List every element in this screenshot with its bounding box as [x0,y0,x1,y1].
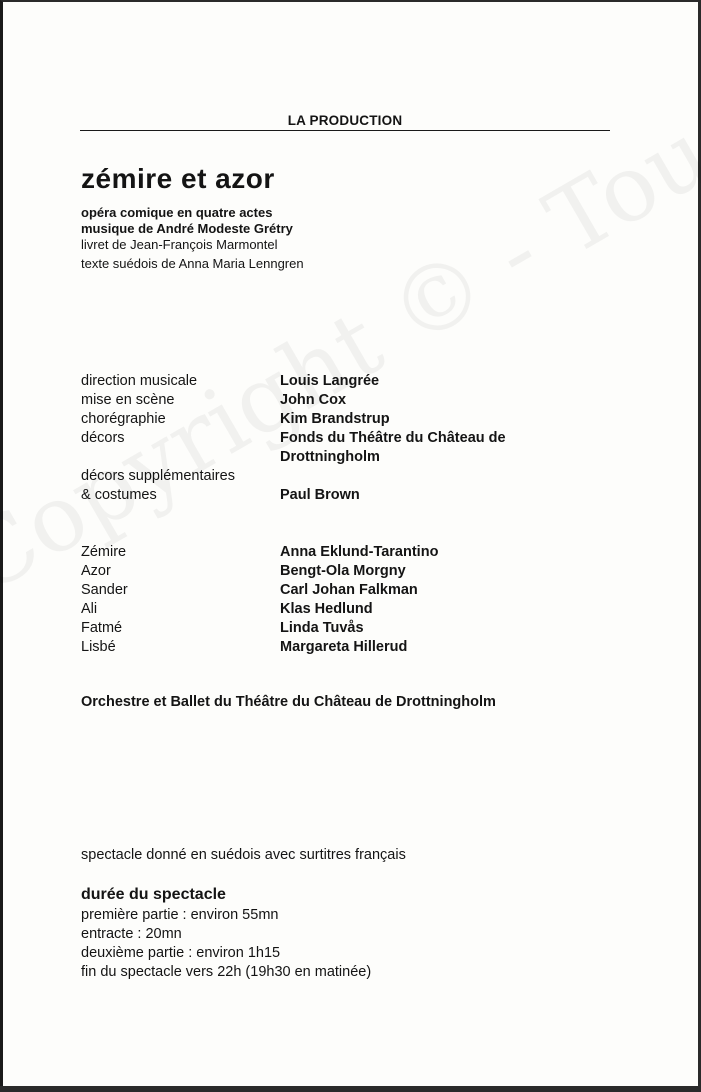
cast-singer: Klas Hedlund [280,601,373,617]
duration-line: deuxième partie : environ 1h15 [81,945,281,961]
credit-name: Drottningholm [280,449,380,465]
cast-role: Zémire [81,544,127,560]
subtitle-genre: opéra comique en quatre actes [81,205,273,220]
credit-name: John Cox [280,392,347,408]
section-header: LA PRODUCTION [287,113,403,128]
page-bottom-edge [0,1086,701,1092]
language-note: spectacle donné en suédois avec surtitres français [81,847,406,863]
subtitle-swedish-text: texte suédois de Anna Maria Lenngren [81,256,304,271]
subtitle-librettist: livret de Jean-François Marmontel [81,237,278,252]
cast-singer: Margareta Hillerud [280,639,408,655]
credit-role: décors supplémentaires [81,468,235,484]
credit-role: direction musicale [81,373,198,389]
credit-name: Louis Langrée [280,373,380,389]
credit-name: Paul Brown [280,487,360,503]
cast-singer: Carl Johan Falkman [280,582,418,598]
credit-role: mise en scène [81,392,175,408]
cast-role: Ali [81,601,98,617]
credit-name: Kim Brandstrup [280,411,390,427]
opera-title: zémire et azor [81,163,275,194]
header-divider [80,130,610,131]
credit-role: & costumes [81,487,157,503]
orchestra-credit: Orchestre et Ballet du Théâtre du Château de Drottningholm [81,694,496,710]
cast-singer: Anna Eklund-Tarantino [280,544,439,560]
cast-singer: Linda Tuvås [280,620,364,636]
duration-line: première partie : environ 55mn [81,907,279,923]
cast-role: Sander [81,582,128,598]
credit-name: Fonds du Théâtre du Château de [280,430,506,446]
duration-line: entracte : 20mn [81,926,182,942]
credit-role: décors [81,430,125,446]
cast-role: Lisbé [81,639,116,655]
cast-role: Fatmé [81,620,123,636]
cast-singer: Bengt-Ola Morgny [280,563,406,579]
cast-role: Azor [81,563,111,579]
duration-line: fin du spectacle vers 22h (19h30 en matinée) [81,964,372,980]
subtitle-composer: musique de André Modeste Grétry [81,221,293,236]
duration-title: durée du spectacle [81,886,226,903]
credit-role: chorégraphie [81,411,166,427]
